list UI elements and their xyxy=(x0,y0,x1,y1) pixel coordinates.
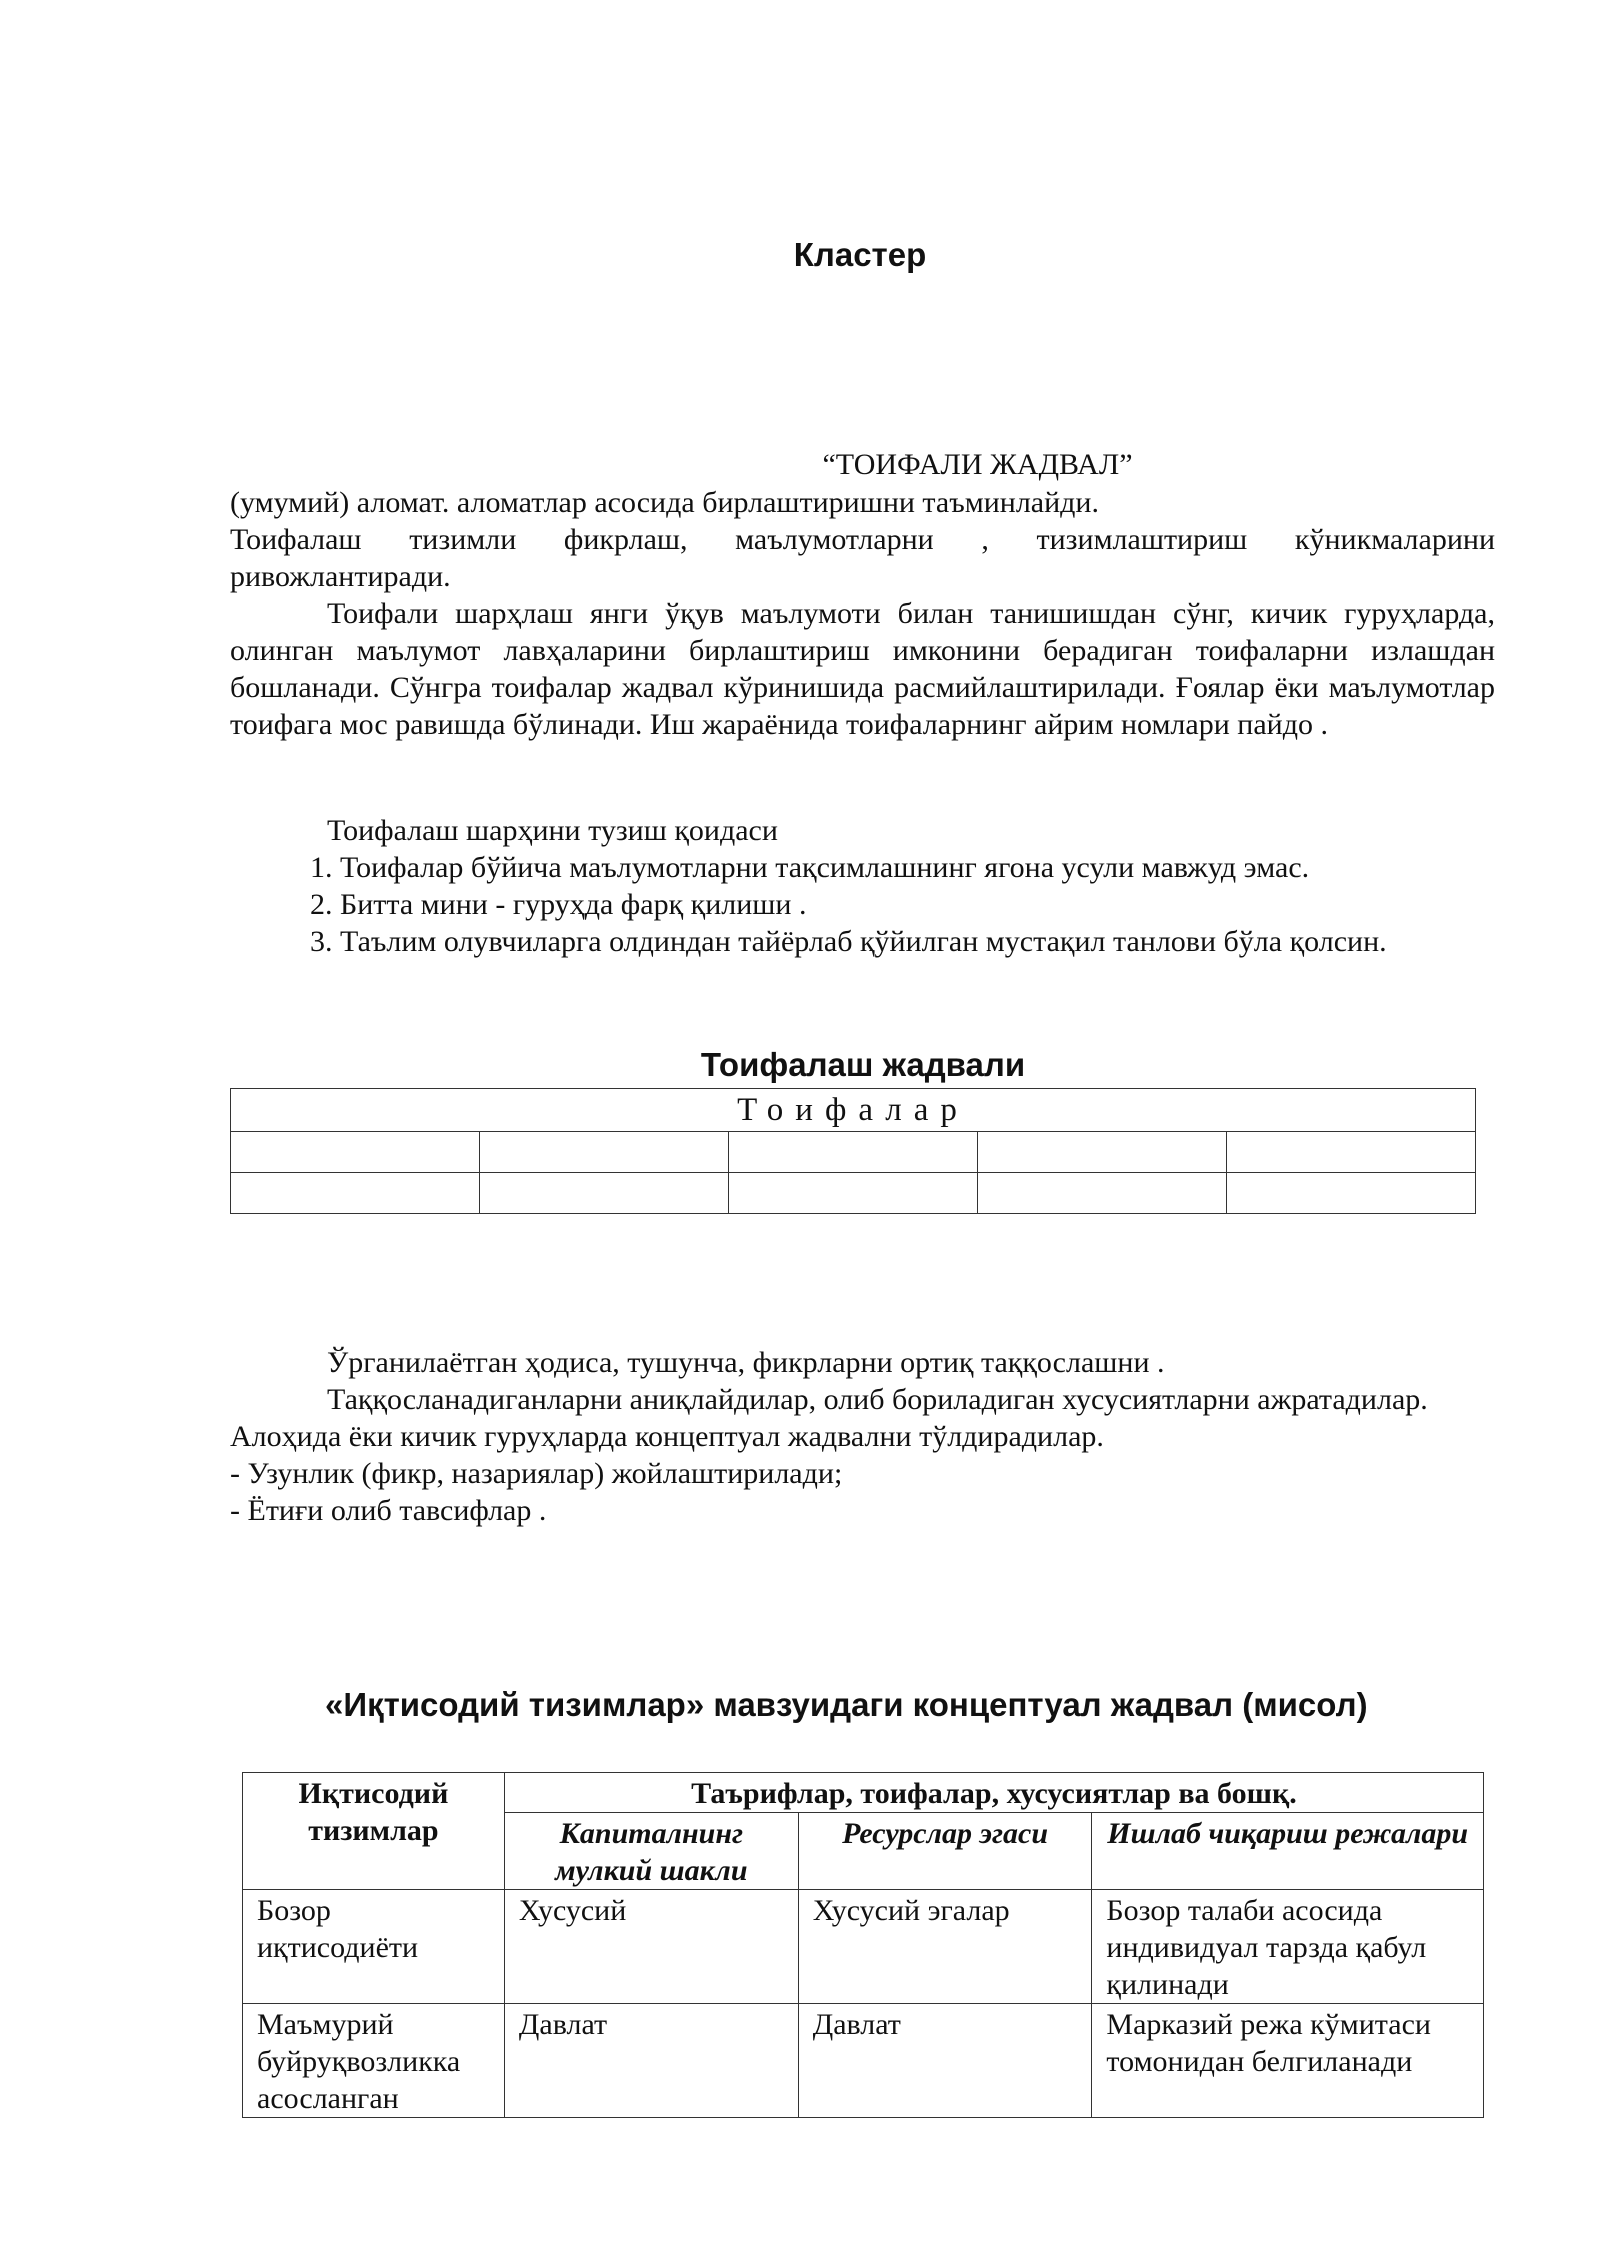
intro-line-2: Тоифалаш тизимли фикрлаш, маълумотларни , тизимлаштириш кўникмаларини xyxy=(230,523,1495,556)
table-cell: Хусусий xyxy=(504,1890,798,2004)
table-row xyxy=(243,2004,1484,2118)
categories-table-title: Тоифалаш жадвали xyxy=(700,1046,1026,1083)
comparison-line-5: - Ётиғи олиб тавсифлар . xyxy=(230,1494,547,1527)
intro-paragraph: Тоифали шарҳлаш янги ўқув маълумоти билан танишишдан сўнг, кичик гуруҳларда, олинган маълумот лавҳаларини бирлаштириш имконини берадиган тоифаларни излашдан бошланади. Сўнгра тоифалар жадвал кўринишида расмийлаштирилади. Ғоялар ёки маълумотлар тоифага мос равишда бўлинади. Иш жараёнида тоифаларнинг айрим номлари пайдо . xyxy=(230,597,1495,741)
rule-item-1: 1. Тоифалар бўйича маълумотларни тақсимлашнинг ягона усули мавжуд эмас. xyxy=(340,849,1495,886)
section-subtitle: “ТОИФАЛИ ЖАДВАЛ” xyxy=(822,448,1133,481)
table-cell xyxy=(1227,1173,1476,1214)
table-cell xyxy=(978,1173,1227,1214)
intro-block xyxy=(230,484,1495,743)
rules-block xyxy=(230,812,1495,960)
rules-list xyxy=(230,849,1495,960)
column-header-systems: Иқтисодий тизимлар xyxy=(243,1773,505,1890)
comparison-line-2: Таққосланадиганларни аниқлайдилар, олиб бориладиган хусусиятларни ажратадилар. xyxy=(327,1383,1428,1416)
rule-item-3: 3. Таълим олувчиларга олдиндан тайёрлаб қўйилган мустақил танлови бўла қолсин. xyxy=(340,923,1495,960)
comparison-line-3: Алоҳида ёки кичик гуруҳларда концептуал жадвални тўлдирадилар. xyxy=(230,1420,1104,1453)
comparison-line-4: - Узунлик (фикр, назариялар) жойлаштирилади; xyxy=(230,1457,843,1490)
table-cell: Давлат xyxy=(504,2004,798,2118)
table-header-row xyxy=(243,1773,1484,1813)
table-cell xyxy=(480,1173,729,1214)
column-group-header: Таърифлар, тоифалар, хусусиятлар ва бошқ. xyxy=(504,1773,1483,1813)
table-cell xyxy=(231,1132,480,1173)
table-row xyxy=(231,1173,1476,1214)
table-cell: Маъмурий буйруқвозликка асосланган xyxy=(243,2004,505,2118)
intro-line-1: (умумий) аломат. аломатлар асосида бирлаштиришни таъминлайди. xyxy=(230,486,1099,519)
table-cell: Марказий режа кўмитаси томонидан белгиланади xyxy=(1092,2004,1484,2118)
table-cell: Давлат xyxy=(798,2004,1092,2118)
table-row xyxy=(231,1132,1476,1173)
column-header-plans: Ишлаб чиқариш режалари xyxy=(1092,1813,1484,1890)
column-header-capital: Капиталнинг мулкий шакли xyxy=(504,1813,798,1890)
table-cell: Бозор иқтисодиёти xyxy=(243,1890,505,2004)
table-cell xyxy=(1227,1132,1476,1173)
table-cell xyxy=(729,1132,978,1173)
concept-table-title: «Иқтисодий тизимлар» мавзуидаги концептуал жадвал (мисол) xyxy=(325,1686,1368,1723)
table-cell xyxy=(978,1132,1227,1173)
column-header-owner: Ресурслар эгаси xyxy=(798,1813,1092,1890)
table-row xyxy=(243,1890,1484,2004)
rule-item-2: 2. Битта мини - гуруҳда фарқ қилиши . xyxy=(340,886,1495,923)
comparison-block xyxy=(230,1344,1495,1529)
intro-line-3: ривожлантиради. xyxy=(230,560,451,593)
categories-table xyxy=(230,1088,1476,1214)
table-cell xyxy=(231,1173,480,1214)
page-title: Кластер xyxy=(793,236,927,273)
table-cell: Хусусий эгалар xyxy=(798,1890,1092,2004)
table-cell xyxy=(729,1173,978,1214)
rules-heading: Тоифалаш шарҳини тузиш қоидаси xyxy=(327,814,778,847)
comparison-line-1: Ўрганилаётган ҳодиса, тушунча, фикрларни ортиқ таққослашни . xyxy=(327,1346,1165,1379)
table-cell xyxy=(480,1132,729,1173)
concept-table xyxy=(242,1772,1484,2118)
categories-table-header: Тоифалар xyxy=(231,1089,1476,1132)
table-cell: Бозор талаби асосида индивидуал тарзда қабул қилинади xyxy=(1092,1890,1484,2004)
